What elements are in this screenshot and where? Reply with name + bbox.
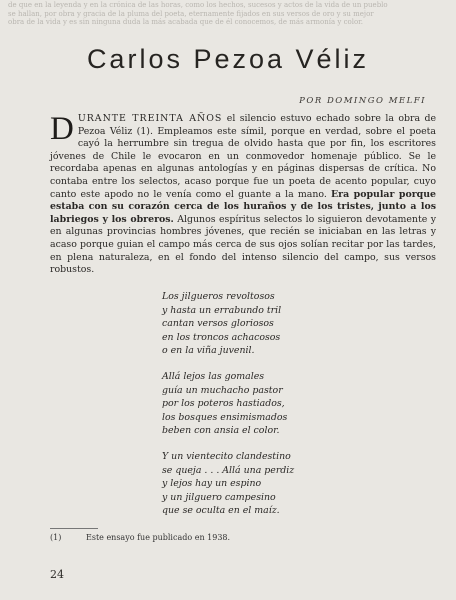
- poem-line: cantan versos gloriosos: [162, 318, 274, 330]
- footnote: [50, 533, 230, 542]
- poem-line: beben con ansia el color.: [162, 425, 280, 437]
- article-title: Carlos Pezoa Véliz: [86, 44, 370, 74]
- body-bold-text: Era popular porque estaba con su corazón cerca de los huraños y de los tristes, junto a los labriegos y los obreros.: [50, 188, 436, 225]
- poem-line: Allá lejos las gomales: [162, 370, 265, 382]
- bleed-line: se hallan, por obra y gracia de la pluma del poeta, eternamente fijados en sus versos de oro y su mejor: [8, 9, 374, 18]
- footnote-text: Este ensayo fue publicado en 1938.: [86, 533, 231, 542]
- poem: [162, 290, 422, 530]
- body-text-b: Algunos espíritus selectos lo siguieron devotamente y en algunas provincias hombres jóvenes, que recién se iniciaban en las letras y acaso porque guian el campo más cerca de sus ojos solían recitar por las tardes, en plena naturaleza, en el fondo del intenso silencio del campo, sus versos robustos.: [50, 213, 436, 276]
- poem-line: Los jilgueros revoltosos: [162, 291, 275, 302]
- poem-line: se queja . . . Allá una perdiz: [162, 464, 295, 476]
- footnote-marker: (1): [50, 533, 62, 542]
- poem-line: Y un vientecito clandestino: [162, 450, 291, 462]
- poem-line: y hasta un errabundo tril: [162, 304, 282, 316]
- drop-cap: D: [50, 111, 74, 147]
- poem-line: en los troncos achacosos: [162, 331, 281, 343]
- bleed-line: obra de la vida y es sin ninguna duda la más acabada que de él conocemos, de más armonía y color.: [8, 18, 363, 26]
- poem-line: y lejos hay un espino: [162, 478, 262, 490]
- poem-line: o en la viña juvenil.: [162, 345, 255, 357]
- poem-line: que se oculta en el maíz.: [162, 505, 280, 517]
- poem-line: guía un muchacho pastor: [162, 384, 283, 396]
- body-paragraph: [50, 113, 436, 277]
- bleed-line: de que en la leyenda y en la crónica de las horas, como los hechos, sucesos y actos de la vida de un pueblo: [8, 1, 388, 9]
- poem-stanza-2: [162, 370, 422, 438]
- lead-caps: URANTE TREINTA AÑOS: [77, 113, 223, 124]
- poem-line: los bosques ensimismados: [162, 411, 288, 423]
- page-number: 24: [50, 568, 64, 581]
- poem-line: por los poteros hastiados,: [162, 398, 285, 410]
- byline: POR DOMINGO MELFI: [299, 96, 426, 106]
- poem-line: y un jilguero campesino: [162, 491, 276, 503]
- poem-stanza-3: [162, 450, 422, 518]
- poem-stanza-1: [162, 290, 422, 358]
- bleed-through-text: [0, 0, 456, 30]
- footnote-divider: [50, 528, 98, 529]
- body-text-a: el silencio estuvo echado sobre la obra de Pezoa Véliz (1). Empleamos este símil, porque en verdad, sobre el poeta cayó la herrumbre sin tregua de olvido hasta que por fin, los escritores jóvenes de Chile le evocaron en un conmovedor homenaje público. Se le recordaba apenas en algunas antologías y en páginas dispersas de crítica. No contaba entre los selectos, acaso porque fue un poeta de acento popular, cuyo canto este apodo no le venía como el guante a la mano.: [50, 113, 436, 200]
